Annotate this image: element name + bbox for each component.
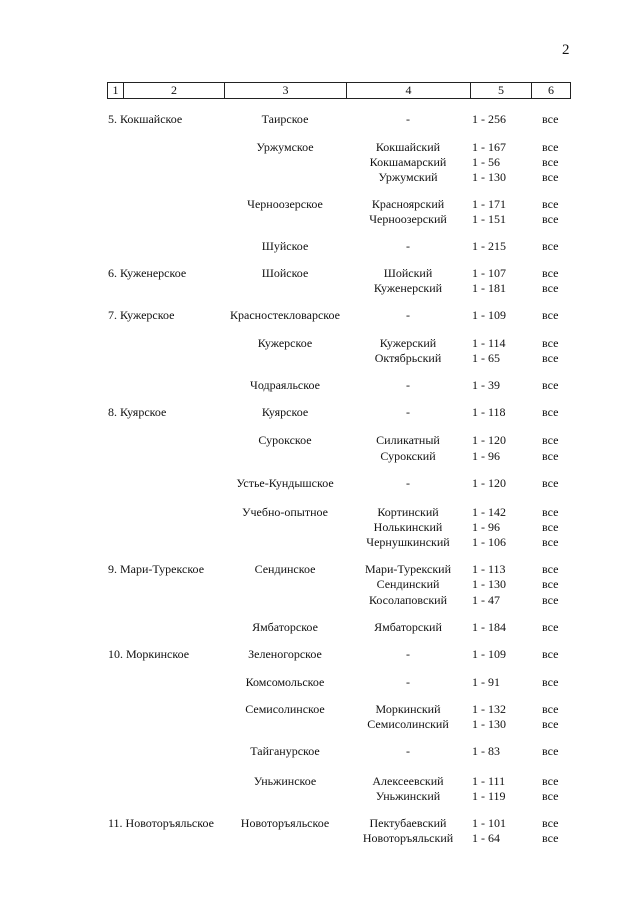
range-value: 1 - 184: [472, 620, 506, 634]
scope-value: все: [542, 831, 559, 845]
header-col-1: 1: [108, 83, 124, 98]
page-number: 2: [562, 42, 570, 58]
district-name: 8. Куярское: [108, 405, 167, 419]
locality-name: Алексеевский: [372, 774, 444, 788]
header-col-5: 5: [471, 83, 532, 98]
locality-name: Пектубаевский: [369, 816, 447, 830]
locality-name: -: [406, 744, 410, 758]
district-name: 9. Мари-Турекское: [108, 562, 205, 576]
scope-value: все: [542, 308, 559, 322]
settlement-name: Комсомольское: [245, 675, 325, 689]
locality-name: Октябрьский: [374, 351, 442, 365]
scope-value: все: [542, 405, 559, 419]
settlement-name: Кужерское: [257, 336, 313, 350]
settlement-name: Шуйское: [261, 239, 309, 253]
scope-value: все: [542, 562, 559, 576]
range-value: 1 - 96: [472, 449, 500, 463]
scope-value: все: [542, 717, 559, 731]
settlement-name: Новоторъяльское: [240, 816, 330, 830]
locality-name: -: [406, 378, 410, 392]
range-value: 1 - 215: [472, 239, 506, 253]
locality-name: Сендинский: [376, 577, 440, 591]
range-value: 1 - 47: [472, 593, 500, 607]
locality-name: Кортинский: [377, 505, 439, 519]
settlement-name: Таирское: [261, 112, 309, 126]
range-value: 1 - 118: [472, 405, 506, 419]
settlement-name: Семисолинское: [245, 702, 325, 716]
locality-name: Красноярский: [371, 197, 445, 211]
settlement-name: Учебно-опытное: [241, 505, 328, 519]
settlement-name: Ямбаторское: [252, 620, 318, 634]
scope-value: все: [542, 620, 559, 634]
range-value: 1 - 119: [472, 789, 506, 803]
scope-value: все: [542, 112, 559, 126]
locality-name: Чернушкинский: [366, 535, 450, 549]
range-value: 1 - 101: [472, 816, 506, 830]
scope-value: все: [542, 433, 559, 447]
range-value: 1 - 120: [472, 476, 506, 490]
locality-name: Новоторъяльский: [362, 831, 454, 845]
scope-value: все: [542, 476, 559, 490]
scope-value: все: [542, 535, 559, 549]
scope-value: все: [542, 505, 559, 519]
scope-value: все: [542, 789, 559, 803]
district-name: 10. Моркинское: [108, 647, 190, 661]
scope-value: все: [542, 170, 559, 184]
table-header-row: [107, 82, 571, 99]
settlement-name: Сендинское: [254, 562, 316, 576]
range-value: 1 - 111: [472, 774, 506, 788]
settlement-name: Куярское: [261, 405, 309, 419]
range-value: 1 - 114: [472, 336, 506, 350]
settlement-name: Шойское: [261, 266, 309, 280]
scope-value: все: [542, 266, 559, 280]
scope-value: все: [542, 702, 559, 716]
settlement-name: Красностекловарское: [230, 308, 340, 322]
locality-name: Кокшайский: [375, 140, 441, 154]
range-value: 1 - 83: [472, 744, 500, 758]
scope-value: все: [542, 577, 559, 591]
locality-name: Нолькинский: [373, 520, 443, 534]
scope-value: все: [542, 675, 559, 689]
locality-name: -: [406, 476, 410, 490]
settlement-name: Тайганурское: [250, 744, 320, 758]
locality-name: Кужерский: [379, 336, 437, 350]
range-value: 1 - 39: [472, 378, 500, 392]
settlement-name: Уньжинское: [253, 774, 317, 788]
locality-name: -: [406, 675, 410, 689]
locality-name: -: [406, 112, 410, 126]
range-value: 1 - 130: [472, 717, 506, 731]
district-name: 11. Новоторъяльское: [108, 816, 214, 830]
scope-value: все: [542, 774, 559, 788]
range-value: 1 - 181: [472, 281, 506, 295]
scope-value: все: [542, 336, 559, 350]
range-value: 1 - 130: [472, 170, 506, 184]
locality-name: Семисолинский: [367, 717, 449, 731]
locality-name: Сурокский: [380, 449, 436, 463]
header-col-3: 3: [225, 83, 347, 98]
range-value: 1 - 65: [472, 351, 500, 365]
locality-name: -: [406, 239, 410, 253]
scope-value: все: [542, 212, 559, 226]
locality-name: -: [406, 405, 410, 419]
locality-name: Уржумский: [378, 170, 438, 184]
scope-value: все: [542, 593, 559, 607]
header-col-4: 4: [347, 83, 471, 98]
scope-value: все: [542, 197, 559, 211]
scope-value: все: [542, 281, 559, 295]
scope-value: все: [542, 351, 559, 365]
settlement-name: Чодраяльское: [250, 378, 320, 392]
scope-value: все: [542, 816, 559, 830]
settlement-name: Уржумское: [256, 140, 314, 154]
scope-value: все: [542, 239, 559, 253]
locality-name: -: [406, 308, 410, 322]
header-col-6: 6: [548, 83, 554, 97]
locality-name: Куженерский: [373, 281, 443, 295]
range-value: 1 - 256: [472, 112, 506, 126]
district-name: 6. Куженерское: [108, 266, 187, 280]
locality-name: Косолаповский: [368, 593, 448, 607]
range-value: 1 - 171: [472, 197, 506, 211]
locality-name: Моркинский: [375, 702, 441, 716]
range-value: 1 - 130: [472, 577, 506, 591]
settlement-name: Сурокское: [258, 433, 312, 447]
district-name: 5. Кокшайское: [108, 112, 183, 126]
range-value: 1 - 56: [472, 155, 500, 169]
range-value: 1 - 91: [472, 675, 500, 689]
range-value: 1 - 113: [472, 562, 506, 576]
range-value: 1 - 107: [472, 266, 506, 280]
range-value: 1 - 120: [472, 433, 506, 447]
header-col-2: 2: [124, 83, 225, 98]
range-value: 1 - 109: [472, 647, 506, 661]
range-value: 1 - 142: [472, 505, 506, 519]
settlement-name: Устье-Кундышское: [236, 476, 334, 490]
range-value: 1 - 167: [472, 140, 506, 154]
settlement-name: Черноозерское: [247, 197, 323, 211]
range-value: 1 - 106: [472, 535, 506, 549]
range-value: 1 - 151: [472, 212, 506, 226]
scope-value: все: [542, 140, 559, 154]
scope-value: все: [542, 744, 559, 758]
locality-name: Силикатный: [376, 433, 440, 447]
locality-name: Мари-Турекский: [364, 562, 451, 576]
locality-name: -: [406, 647, 410, 661]
locality-name: Черноозерский: [369, 212, 447, 226]
range-value: 1 - 132: [472, 702, 506, 716]
scope-value: все: [542, 155, 559, 169]
range-value: 1 - 96: [472, 520, 500, 534]
locality-name: Кокшамарский: [369, 155, 447, 169]
locality-name: Шойский: [383, 266, 433, 280]
range-value: 1 - 109: [472, 308, 506, 322]
district-name: 7. Кужерское: [108, 308, 175, 322]
scope-value: все: [542, 449, 559, 463]
scope-value: все: [542, 378, 559, 392]
settlement-name: Зеленогорское: [248, 647, 322, 661]
range-value: 1 - 64: [472, 831, 500, 845]
locality-name: Ямбаторский: [374, 620, 442, 634]
locality-name: Уньжинский: [375, 789, 441, 803]
scope-value: все: [542, 647, 559, 661]
scope-value: все: [542, 520, 559, 534]
